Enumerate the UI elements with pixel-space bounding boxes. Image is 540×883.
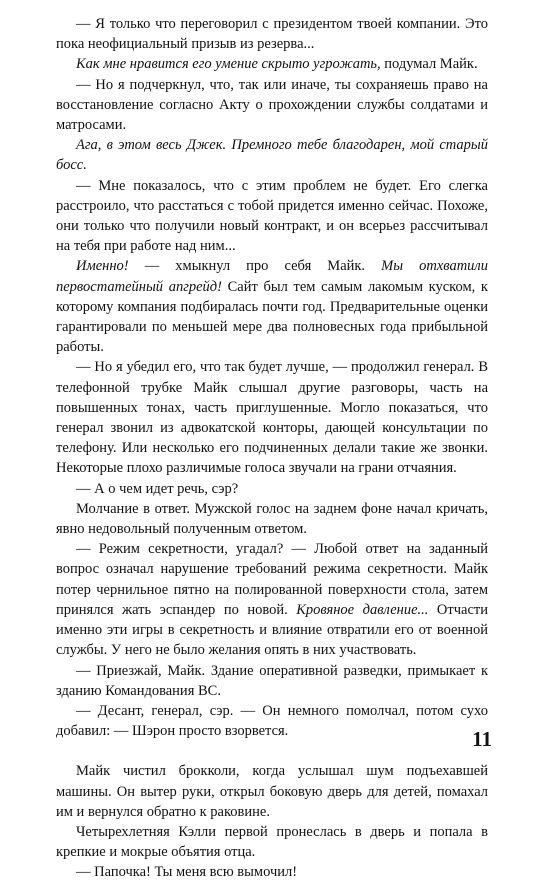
italic-text-run: Именно! bbox=[76, 258, 129, 275]
text-run: — Я только что переговорил с президентом твоей компании. Это пока неофициальный призыв из резерва... bbox=[56, 16, 488, 53]
paragraph bbox=[56, 357, 488, 478]
italic-text-run: Ага, в этом весь Джек. Премного тебе благодарен, мой старый босс. bbox=[56, 137, 488, 174]
text-run: — Но я убедил его, что так будет лучше, — продолжил генерал. В телефонной трубке Майк слышал другие разговоры, часть на повышенных тонах, часть приглушенные. Могло показаться, что генерал звонил из адвокатской конторы, дающей консультации по телефону. Или несколько его подчиненных делали такие же звонки. Некоторые плохо различимые голоса звучали на грани отчаяния. bbox=[56, 359, 488, 477]
text-run: — Но я подчеркнул, что, так или иначе, ты сохраняешь право на восстановление согласно Акту о прохождении службы солдатами и матросами. bbox=[56, 76, 488, 134]
italic-text-run: Мы отхватили первостатейный апгрейд! bbox=[56, 258, 489, 295]
paragraph bbox=[56, 862, 488, 882]
paragraph bbox=[56, 14, 488, 54]
paragraph bbox=[56, 135, 488, 175]
italic-text-run: Кровяное давление... bbox=[296, 601, 429, 618]
italic-text-run: Как мне нравится его умение скрыто угрожать, bbox=[76, 56, 381, 73]
paragraph bbox=[56, 176, 488, 257]
book-page-text bbox=[56, 14, 488, 883]
paragraph bbox=[56, 661, 488, 701]
text-run: Сайт был тем самым лакомым куском, к которому компания подбиралась почти год. Предварительные оценки гарантировали по меньшей мере два полновесных года прибыльной работы. bbox=[56, 278, 488, 356]
paragraph bbox=[56, 539, 488, 660]
text-run: — Десант, генерал, сэр. — Он немного помолчал, потом сухо добавил: — Шэрон просто взорвется. bbox=[56, 702, 488, 740]
text-run: Четырехлетняя Кэлли первой пронеслась в дверь и попала в крепкие и мокрые объятия отца. bbox=[56, 823, 488, 861]
paragraph bbox=[56, 75, 488, 136]
text-run: — Папочка! Ты меня всю вымочил! bbox=[76, 864, 298, 881]
text-run: — Приезжай, Майк. Здание оперативной разведки, примыкает к зданию Командования ВС. bbox=[56, 662, 488, 699]
page-number: 11 bbox=[472, 727, 492, 751]
text-run: — Мне показалось, что с этим проблем не будет. Его слегка расстроило, что расстаться с тобой придется именно сейчас. Похоже, они только что получили новый контракт, и он всерьез рассчитывал на тебя при работе над ним... bbox=[56, 177, 488, 255]
paragraph bbox=[56, 701, 488, 741]
paragraph bbox=[56, 761, 488, 822]
text-run: Молчание в ответ. Мужской голос на заднем фоне начал кричать, явно недовольный полученным ответом. bbox=[56, 500, 488, 538]
paragraph bbox=[56, 479, 488, 499]
text-run: Отчасти именно эти игры в секретность и влияние отвратили его от военной службы. У него не было желания опять в них участвовать. bbox=[56, 601, 488, 659]
text-run: — Режим секретности, угадал? — Любой ответ на заданный вопрос означал нарушение требований режима секретности. Майк потер чернильное пятно на полированной поверхности стола, затем принялся жать эспандер по новой. bbox=[56, 541, 488, 618]
text-run: — хмыкнул про себя Майк. bbox=[128, 258, 382, 275]
text-run: Майк чистил брокколи, когда услышал шум подъехавшей машины. Он вытер руки, открыл боковую дверь для детей, помахал им и вернулся обратно к раковине. bbox=[56, 763, 488, 820]
text-run: подумал Майк. bbox=[380, 56, 478, 73]
paragraph bbox=[56, 256, 488, 357]
text-run: — А о чем идет речь, сэр? bbox=[76, 480, 239, 497]
paragraph bbox=[56, 54, 488, 74]
paragraph bbox=[56, 822, 488, 862]
paragraph bbox=[56, 499, 488, 539]
